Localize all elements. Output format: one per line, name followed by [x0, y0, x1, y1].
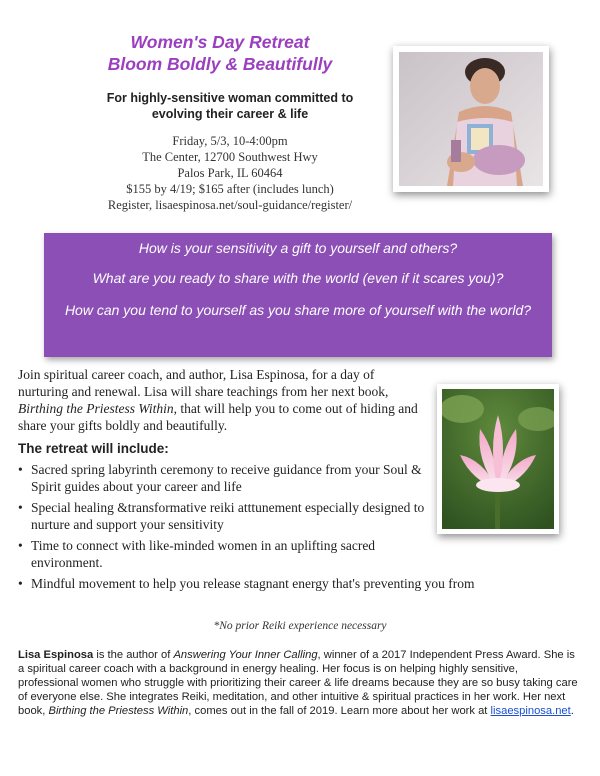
question-1: How is your sensitivity a gift to yourself and others? [138, 240, 458, 256]
bio-text-2: , winner of a 2017 Independent Press Award. She is a spiritual career coach with a background in energy healing. Her focus is on helping highly sensitive, professional women who struggle with prioritizing their career & life dreams because they are so busy taking care of everyone else. She integrates Reiki, meditation, and other intuitive & spiritual practices in her work. Her next book, [18, 649, 578, 717]
intro-paragraph [18, 366, 418, 434]
retreat-title [60, 31, 380, 75]
title-line-1: Women's Day Retreat [130, 32, 310, 52]
list-item [18, 499, 438, 533]
list-item [18, 575, 551, 592]
question-3: How can you tend to yourself as you share more of yourself with the world? [64, 302, 532, 318]
lotus-photo [437, 384, 559, 534]
bullet-glyph: • [18, 500, 23, 515]
bio-text-1: is the author of [93, 649, 174, 661]
retreat-heading: The retreat will include: [18, 441, 169, 456]
question-2: What are you ready to share with the world (even if it scares you)? [92, 270, 504, 286]
event-register: Register, lisaespinosa.net/soul-guidance/register/ [107, 198, 353, 212]
retreat-list [18, 461, 475, 596]
bio-text-3: , comes out in the fall of 2019. Learn more about her work at [188, 705, 491, 717]
title-line-2: Bloom Boldly & Beautifully [107, 54, 333, 74]
event-venue: The Center, 12700 Southwest Hwy [142, 150, 318, 164]
website-link[interactable]: lisaespinosa.net [490, 705, 571, 717]
author-name: Lisa Espinosa [18, 649, 94, 661]
portrait-image [399, 52, 543, 186]
reiki-note: *No prior Reiki experience necessary [213, 620, 387, 632]
bullet-glyph: • [18, 576, 23, 591]
event-date: Friday, 5/3, 10-4:00pm [172, 134, 288, 148]
list-item-text: Sacred spring labyrinth ceremony to receive guidance from your Soul & Spirit guides about your career and life [31, 462, 422, 494]
lotus-image [442, 389, 554, 529]
event-city: Palos Park, IL 60464 [177, 166, 283, 180]
list-item-text: Time to connect with like-minded women in an uplifting sacred environment. [31, 538, 376, 570]
event-details [40, 133, 420, 213]
bio-book-2: Birthing the Priestess Within [48, 705, 189, 717]
bio-text-4: . [570, 705, 574, 717]
author-bio [18, 648, 578, 718]
intro-book-title: Birthing the Priestess Within [18, 401, 174, 416]
intro-text-2: , that will help you to come out of hiding and share your gifts boldly and beautifully. [18, 401, 418, 433]
bullet-glyph: • [18, 462, 23, 477]
intro-text-1: Join spiritual career coach, and author, Lisa Espinosa, for a day of nurturing and renewal. Lisa will share teachings from her next book, [18, 367, 389, 399]
event-price: $155 by 4/19; $165 after (includes lunch) [126, 182, 334, 196]
list-item-text: Special healing &transformative reiki atttunement especially designed to nurture and support your sensitivity [31, 500, 425, 532]
list-item-text: Mindful movement to help you release stagnant energy that's preventing you from [31, 576, 475, 591]
questions-banner [44, 233, 552, 357]
portrait-photo [393, 46, 549, 192]
list-item [18, 537, 438, 571]
list-item [18, 461, 438, 495]
retreat-subtitle: For highly-sensitive woman committed to evolving their career & life [106, 91, 354, 121]
bio-book-1: Answering Your Inner Calling [173, 649, 318, 661]
bullet-glyph: • [18, 538, 23, 553]
